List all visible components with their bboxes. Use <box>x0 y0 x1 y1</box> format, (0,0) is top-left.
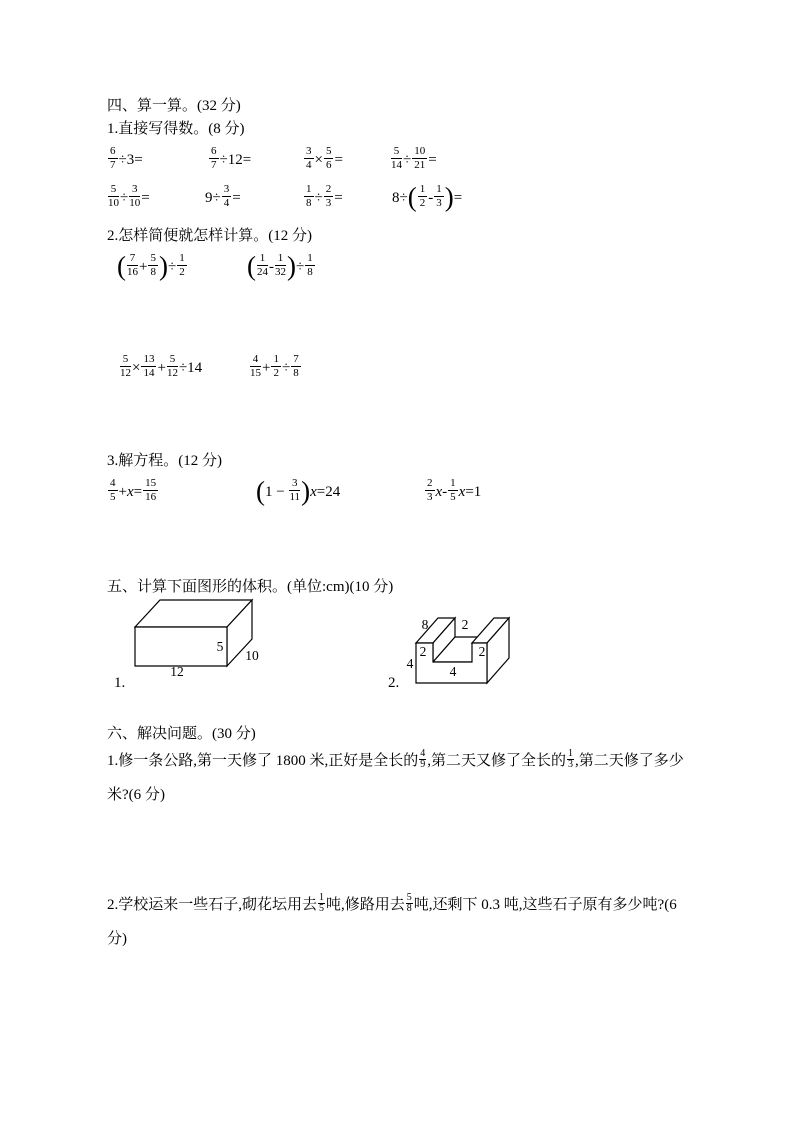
direct-calc-expr: $\frac{6}{7}$ ÷12= <box>211 145 252 171</box>
solve-equation-title: 3.解方程。(12 分) <box>107 453 222 469</box>
section-six-title: 六、解决问题。(30 分) <box>107 726 256 742</box>
direct-calc-expr: $\frac{5}{14}$ ÷ $\frac{10}{21}$ = <box>391 145 437 171</box>
dimension-label: 4 <box>406 656 414 671</box>
dimension-label: 12 <box>170 664 184 679</box>
direct-calc-title: 1.直接写得数。(8 分) <box>107 121 245 137</box>
simplify-expr: $\frac{5}{12}$ × $\frac{13}{14}$ + $\frac{5}{12}$ ÷14 <box>120 353 203 379</box>
dimension-label: 4 <box>449 664 457 679</box>
word-problem: 2.学校运来一些石子,砌花坛用去 $\frac{1}{5}$ 吨,修路用去 $\frac{5}{8}$ 吨,还剩下 0.3 吨,这些石子原有多少吨?(6 分) <box>107 891 677 947</box>
simplify-calc-title: 2.怎样简便就怎样计算。(12 分) <box>107 228 312 244</box>
section-five-title: 五、计算下面图形的体积。(单位:cm)(10 分) <box>107 579 394 595</box>
word-problem: 1.修一条公路,第一天修了 1800 米,正好是全长的 $\frac{4}{9}$ ,第二天又修了全长的 $\frac{1}{3}$ ,第二天修了多少 米?(6 分) <box>107 747 684 803</box>
equation-expr: (1 − $\frac{3}{11}$ )x=24 <box>256 475 341 506</box>
dimension-label: 2 <box>419 644 427 659</box>
equation-expr: $\frac{4}{5}$ +x= $\frac{15}{16}$ <box>110 477 157 503</box>
cuboid-figure <box>130 596 265 688</box>
dimension-label: 8 <box>421 617 429 632</box>
dimension-label: 5 <box>216 639 224 654</box>
direct-calc-expr: 8÷( $\frac{1}{2}$ - $\frac{1}{3}$ )= <box>392 181 463 212</box>
section-four-title: 四、算一算。(32 分) <box>107 98 241 114</box>
simplify-expr: $\frac{4}{15}$ + $\frac{1}{2}$ ÷ $\frac{7}{8}$ <box>250 353 299 379</box>
simplify-expr: ( $\frac{1}{24}$ - $\frac{1}{32}$ )÷ $\frac{1}{8}$ <box>247 250 313 281</box>
figure-number: 1. <box>114 675 126 691</box>
dimension-label: 10 <box>245 648 259 663</box>
direct-calc-expr: $\frac{6}{7}$ ÷3= <box>110 145 143 171</box>
dimension-label: 2 <box>461 617 469 632</box>
direct-calc-expr: 9÷ $\frac{3}{4}$ = <box>205 183 241 209</box>
u-shaped-prism-figure <box>403 608 515 690</box>
figure-number: 2. <box>388 675 400 691</box>
direct-calc-expr: $\frac{3}{4}$ × $\frac{5}{6}$ = <box>306 145 343 171</box>
cuboid-front-face <box>135 627 227 666</box>
direct-calc-expr: $\frac{5}{10}$ ÷ $\frac{3}{10}$ = <box>108 183 150 209</box>
direct-calc-expr: $\frac{1}{8}$ ÷ $\frac{2}{3}$ = <box>306 183 343 209</box>
equation-expr: $\frac{2}{3}$ x- $\frac{1}{5}$ x=1 <box>427 477 482 503</box>
dimension-label: 2 <box>478 644 486 659</box>
simplify-expr: ( $\frac{7}{16}$ + $\frac{5}{8}$ )÷ $\frac{1}{2}$ <box>117 250 185 281</box>
